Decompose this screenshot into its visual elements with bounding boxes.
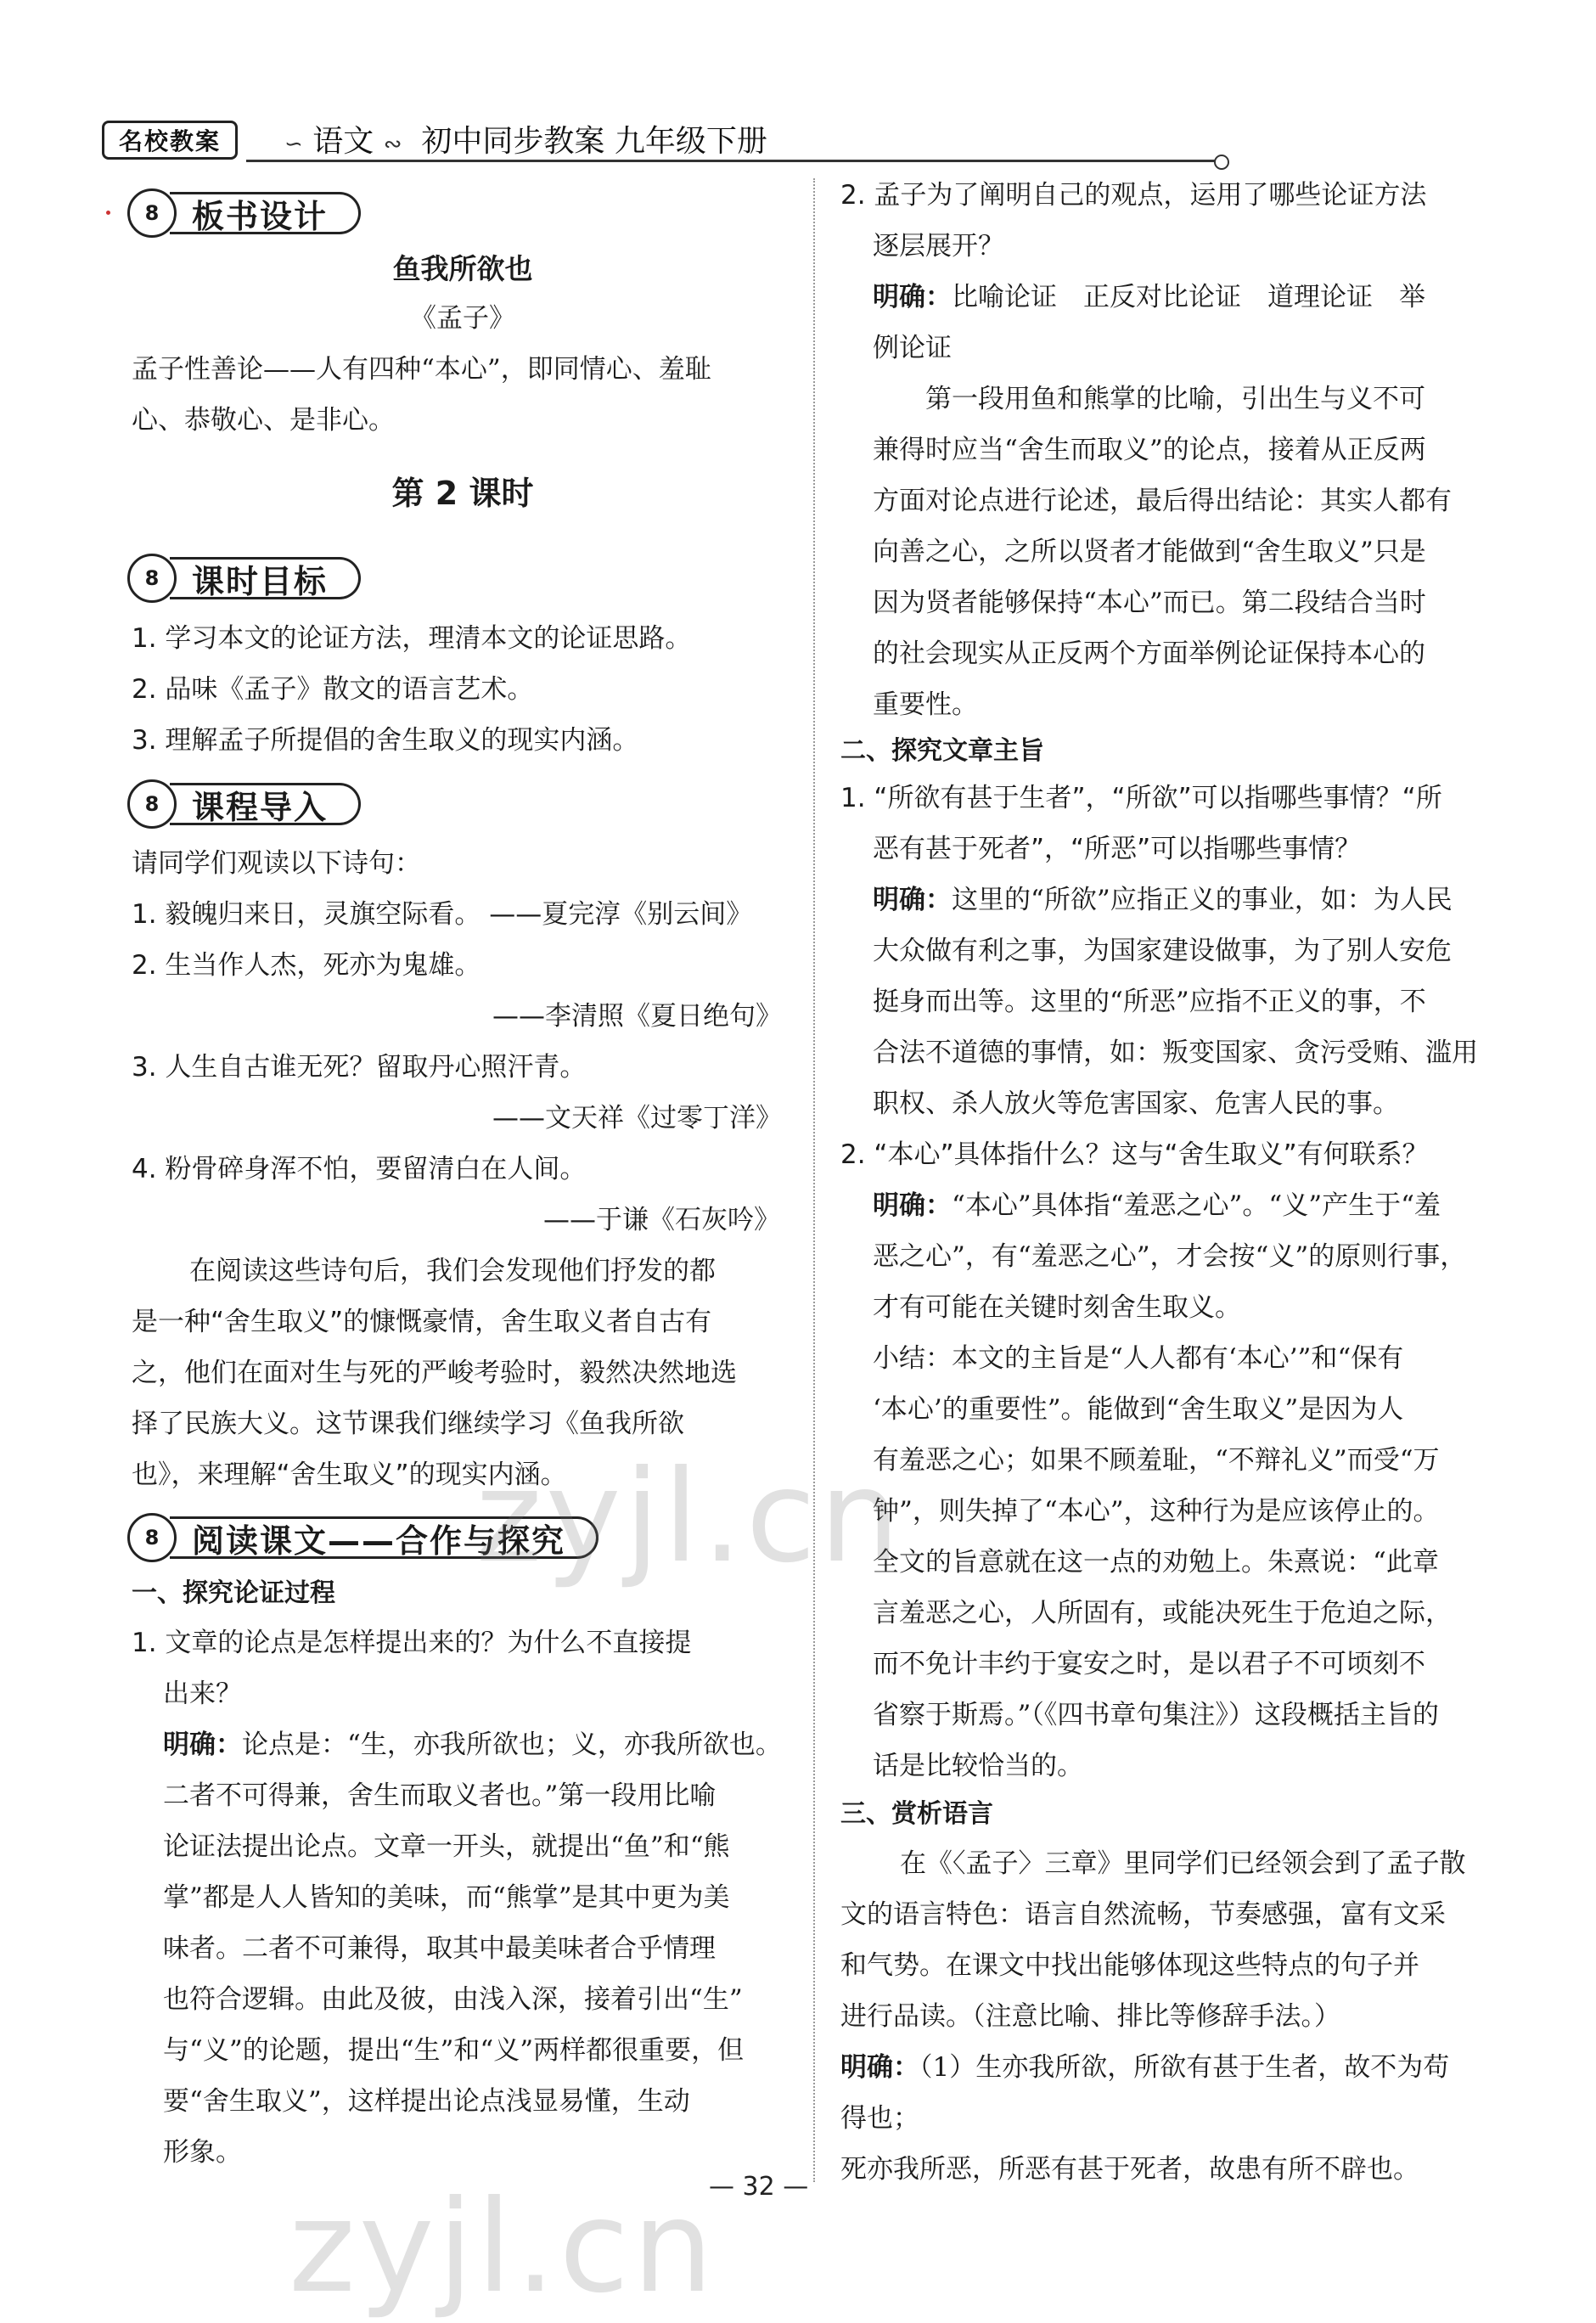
language-para-line: 在《〈孟子〉三章》里同学们已经领会到了孟子散 [900,1848,1466,1879]
answer-text: 这里的“所欲”应指正义的事业，如：为人民 [952,885,1453,915]
section-badge-icon: 8 [127,779,177,829]
answer-label: 明确： [873,282,952,312]
answer-1-line: 要“舍生取义”，这样提出论点浅显易懂，生动 [163,2086,690,2117]
question-2-line-1: 2. 孟子为了阐明自己的观点，运用了哪些论证方法 [840,180,1427,211]
answer-3-line: 合法不道德的事情，如：叛变国家、贪污受贿、滥用 [873,1038,1478,1068]
goal-2: 2. 品味《孟子》散文的语言艺术。 [132,674,534,705]
board-subtitle: 《孟子》 [410,303,515,334]
goal-3: 3. 理解孟子所提倡的舍生取义的现实内涵。 [132,725,639,756]
section-board-design [127,188,361,238]
answer-1-line: 味者。二者不可兼得，取其中最美味者合乎情理 [163,1933,716,1964]
board-line-1: 孟子性善论——人有四种“本心”，即同情心、羞耻 [132,354,711,385]
language-para-line: 和气势。在课文中找出能够体现这些特点的句子并 [840,1950,1419,1981]
watermark: zyjl.cn [475,1443,904,1591]
answer-5-line [840,2052,1450,2083]
section-badge-icon: 8 [127,188,177,238]
answer-4-line: 才有可能在关键时刻舍生取义。 [873,1292,1241,1323]
swirl-icon: ∽ [284,132,303,157]
subheading-2: 二、探究文章主旨 [840,736,1044,766]
answer-1-line [163,1732,782,1758]
poem-4-source: ——于谦《石灰吟》 [543,1205,780,1235]
intro-para-line: 择了民族大义。这节课我们继续学习《鱼我所欲 [132,1409,684,1439]
answer-3-line: 职权、杀人放火等危害国家、危害人民的事。 [873,1088,1399,1119]
answer-2-line: 第一段用鱼和熊掌的比喻，引出生与义不可 [925,384,1425,414]
mark-dot [106,211,110,215]
section-intro [127,779,361,829]
answer-4-line [873,1190,1441,1221]
page-header [102,110,1112,161]
answer-1-line: 形象。 [163,2137,242,2168]
answer-2-line: 例论证 [873,333,952,363]
section-title: 课程导入 [170,783,361,825]
goal-1: 1. 学习本文的论证方法，理清本文的论证思路。 [132,623,692,654]
intro-para-line: 在阅读这些诗句后，我们会发现他们抒发的都 [189,1256,716,1286]
answer-5-line: 死亦我所恶，所恶有甚于死者，故患有所不辟也。 [840,2154,1419,2185]
summary-line: 钟”，则失掉了“本心”，这种行为是应该停止的。 [873,1496,1440,1527]
subheading-3: 三、赏析语言 [840,1799,993,1829]
answer-text: “本心”具体指“羞恶之心”。“义”产生于“羞 [952,1190,1441,1221]
column-divider [813,178,815,2182]
language-para-line: 文的语言特色：语言自然流畅，节奏感强，富有文采 [840,1899,1446,1930]
intro-para-line: 是一种“舍生取义”的慷慨豪情，舍生取义者自古有 [132,1307,712,1337]
question-2-line-2: 逐层展开？ [873,231,1004,262]
question-3-line-1: 1. “所欲有甚于生者”，“所欲”可以指哪些事情？“所 [840,783,1442,813]
question-1-line-1: 1. 文章的论点是怎样提出来的？为什么不直接提 [132,1628,692,1658]
summary-line: 省察于斯焉。”（《四书章句集注》）这段概括主旨的 [873,1700,1439,1730]
summary-line: 全文的旨意就在这一点的劝勉上。朱熹说：“此章 [873,1547,1439,1578]
summary-line: 言羞恶之心，人所固有，或能决死生于危迫之际， [873,1598,1452,1628]
answer-3-line: 大众做有利之事，为国家建设做事，为了别人安危 [873,936,1452,966]
poem-1: 1. 毅魄归来日，灵旗空际看。 ——夏完淳《别云间》 [132,899,753,930]
header-dot-icon [1214,155,1229,170]
section-title: 板书设计 [170,192,361,234]
section-badge-icon: 8 [127,1513,177,1562]
header-subject: 语文 [312,124,374,159]
subheading-1: 一、探究论证过程 [132,1578,335,1608]
question-4: 2. “本心”具体指什么？这与“舍生取义”有何联系？ [840,1139,1429,1170]
answer-text: 比喻论证 正反对比论证 道理论证 举 [952,282,1425,312]
answer-2-line: 方面对论点进行论述，最后得出结论：其实人都有 [873,486,1452,516]
section-badge-icon: 8 [127,554,177,603]
language-para-line: 进行品读。（注意比喻、排比等修辞手法。） [840,2001,1340,2032]
poem-2-source: ——李清照《夏日绝句》 [492,1001,782,1032]
watermark: zyjl.cn [289,2174,717,2321]
question-1-line-2: 出来？ [163,1679,242,1709]
header-title [284,117,767,160]
section-goals [127,554,361,603]
answer-2-line [873,284,1425,311]
summary-line: ‘本心’的重要性”。能做到“舍生取义”是因为人 [873,1394,1404,1425]
section-title: 阅读课文——合作与探究 [170,1516,598,1559]
header-book-title: 初中同步教案 九年级下册 [421,124,767,159]
header-rule [246,160,1222,162]
answer-text: 论点是：“生，亦我所欲也；义，亦我所欲也。 [242,1730,782,1760]
board-title: 鱼我所欲也 [392,252,533,285]
intro-para-line: 也》，来理解“舍生取义”的现实内涵。 [132,1460,567,1490]
summary-line: 小结：本文的主旨是“人人都有‘本心’”和“保有 [873,1343,1404,1374]
intro-para-line: 之，他们在面对生与死的严峻考验时，毅然决然地选 [132,1358,737,1388]
page-number: — 32 — [709,2172,809,2202]
answer-2-line: 向善之心，之所以贤者才能做到“舍生取义”只是 [873,537,1426,567]
answer-1-line: 论证法提出论点。文章一开头，就提出“鱼”和“熊 [163,1831,730,1862]
summary-line: 而不免计丰约于宴安之时，是以君子不可顷刻不 [873,1649,1425,1679]
answer-1-line: 掌”都是人人皆知的美味，而“熊掌”是其中更为美 [163,1882,730,1913]
section-title: 课时目标 [170,557,361,599]
poem-3: 3. 人生自古谁无死？留取丹心照汗青。 [132,1052,587,1083]
answer-label: 明确： [873,885,952,915]
swirl-icon: ∾ [383,132,402,157]
answer-1-line: 二者不可得兼，舍生而取义者也。”第一段用比喻 [163,1780,717,1811]
question-3-line-2: 恶有甚于死者”，“所恶”可以指哪些事情？ [873,834,1362,864]
intro-text: 请同学们观读以下诗句： [132,848,421,879]
poem-3-source: ——文天祥《过零丁洋》 [492,1103,782,1133]
answer-3-line: 挺身而出等。这里的“所恶”应指不正义的事，不 [873,987,1426,1017]
answer-label: 明确： [840,2052,919,2083]
answer-2-line: 的社会现实从正反两个方面举例论证保持本心的 [873,638,1425,669]
answer-3-line [873,887,1453,914]
answer-2-line: 兼得时应当“舍生而取义”的论点，接着从正反两 [873,435,1426,465]
answer-1-line: 也符合逻辑。由此及彼，由浅入深，接着引出“生” [163,1984,743,2015]
answer-5-line: 得也； [840,2103,919,2134]
answer-text: （1）生亦我所欲，所欲有甚于生者，故不为苟 [919,2052,1450,2083]
summary-line: 话是比较恰当的。 [873,1751,1083,1781]
board-line-2: 心、恭敬心、是非心。 [132,405,395,436]
logo: 名校教案 [102,121,238,160]
lesson-title: 第 2 课时 [391,475,534,512]
answer-4-line: 恶之心”，有“羞恶之心”，才会按“义”的原则行事， [873,1241,1467,1272]
answer-2-line: 因为贤者能够保持“本心”而已。第二段结合当时 [873,588,1426,618]
poem-4: 4. 粉骨碎身浑不怕，要留清白在人间。 [132,1154,587,1184]
poem-2: 2. 生当作人杰，死亦为鬼雄。 [132,950,481,981]
answer-1-line: 与“义”的论题，提出“生”和“义”两样都很重要，但 [163,2035,745,2066]
answer-label: 明确： [163,1730,242,1760]
summary-line: 有羞恶之心；如果不顾羞耻，“不辩礼义”而受“万 [873,1445,1440,1476]
answer-2-line: 重要性。 [873,689,978,720]
answer-label: 明确： [873,1190,952,1221]
